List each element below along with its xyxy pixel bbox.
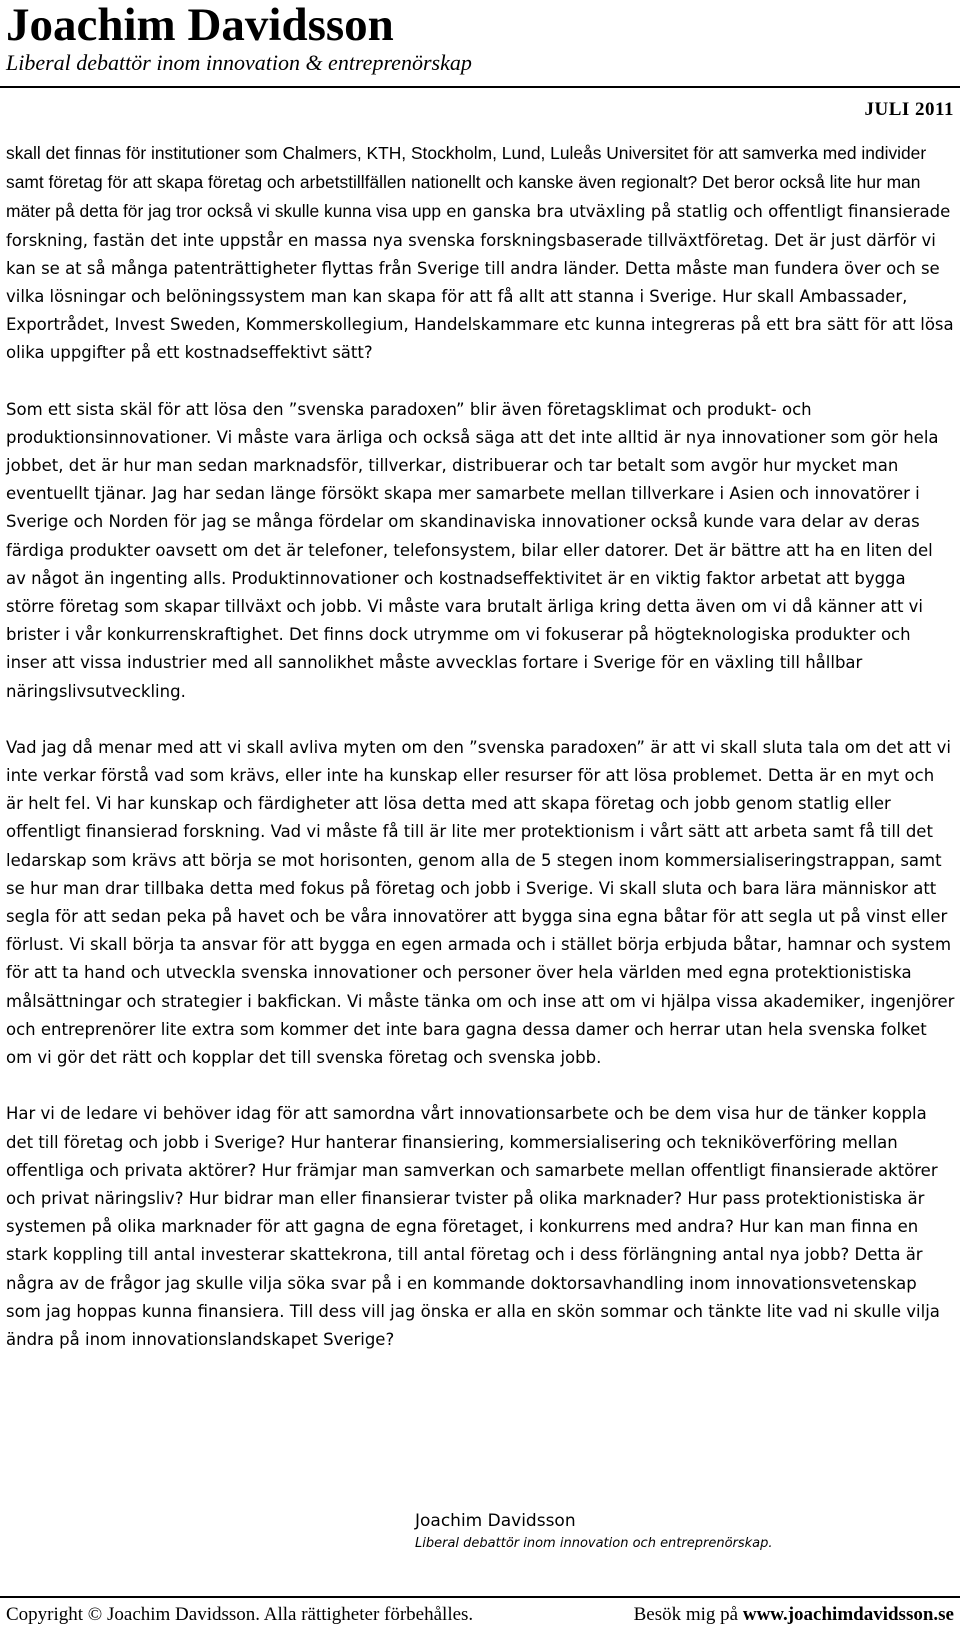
footer-copyright: Copyright © Joachim Davidsson. Alla rättigheter förbehålles.	[6, 1604, 474, 1625]
website-link[interactable]: www.joachimdavidsson.se	[742, 1604, 954, 1625]
paragraph-1	[6, 139, 956, 368]
issue-date: JULI 2011	[864, 99, 954, 120]
footer-divider	[0, 1596, 960, 1598]
header-divider	[0, 86, 960, 88]
paragraph-4: Har vi de ledare vi behöver idag för att samordna vårt innovationsarbete och be dem visa hur de tänker koppla det till företag och jobb i Sverige? Hur hanterar finansiering, kommersialisering och tekniköverföring mellan offentliga och privata aktörer? Hur främjar man samverkan och samarbete mellan offentligt finansierade aktörer och privat näringsliv? Hur bidrar man eller finansierar tvister på olika marknader? Hur pass protektionistiska är systemen på olika marknader för att gagna de egna företaget, i konkurrens med andra? Hur kan man finna en stark koppling till antal investerar skattekrona, till antal företag och i dess förlängning antal nya jobb? Detta är några av de frågor jag skulle vilja söka svar på i en kommande doktorsavhandling inom innovationsvetenskap som jag hoppas kunna finansiera. Till dess vill jag önska er alla en skön sommar och tänkte lite vad ni skulle vilja ändra på inom innovationslandskapet Sverige?	[6, 1104, 940, 1349]
signature-title: Liberal debattör inom innovation och entreprenörskap.	[415, 1536, 773, 1551]
paragraph-3: Vad jag då menar med att vi skall avliva myten om den ”svenska paradoxen” är att vi skall sluta tala om det att vi inte verkar förstå vad som krävs, eller inte ha kunskap eller resurser för att lösa problemet. Detta är en myt och är helt fel. Vi har kunskap och färdigheter att lösa detta med att skapa företag och jobb genom statlig eller offentligt finansierad forskning. Vad vi måste få till är lite mer protektionism i vårt sätt att arbeta samt få till det ledarskap som krävs att börja se mot horisonten, genom alla de 5 stegen inom kommersialiseringstrappan, samt se hur man drar tillbaka detta med fokus på företag och jobb i Sverige. Vi skall sluta och bara lära människor att segla för att sedan peka på havet och be våra innovatörer att bygga sina egna båtar för att segla ut på vinst eller förlust. Vi skall börja ta ansvar för att bygga en egen armada och i stället börja erbjuda båtar, hamnar och system för att ta hand och utveckla svenska innovationer och personer över hela världen med egna protektionistiska målsättningar och strategier i bakfickan. Vi måste tänka om och inse att om vi hjälpa vissa akademiker, ingenjörer och entreprenörer lite extra som kommer det inte bara gagna dessa damer och herrar utan hela svenska folket om vi gör det rätt och kopplar det till svenska företag och svenska jobb.	[6, 737, 955, 1068]
paragraph-1-part-1: skall det finnas för institutioner som Chalmers, KTH, Stockholm, Lund, Luleås Universitet för att samverka med individer samt företag för att skapa företag och arbetstillfällen nationellt och kanske även regionalt? Det beror också lite hur man mäter på detta för jag tror också vi skulle kunna visa upp	[6, 143, 927, 222]
page-header	[6, 0, 954, 76]
paragraph-2: Som ett sista skäl för att lösa den ”svenska paradoxen” blir även företagsklimat och produkt- och produktionsinnovationer. Vi måste vara ärliga och också säga att det inte alltid är nya innovationer som gör hela jobbet, det är hur man sedan marknadsför, tillverkar, distribuerar och tar betalt som avgör hur mycket man eventuellt tjänar. Jag har sedan länge försökt skapa mer samarbete mellan tillverkare i Asien och innovatörer i Sverige och Norden för jag se många fördelar om skandinaviska innovationer också kunde vara delar av deras färdiga produkter oavsett om det är telefoner, telefonsystem, bilar eller datorer. Det är bättre att ha en liten del av något än ingenting alls. Produktinnovationer och kostnadseffektivitet är en viktig faktor arbetat att bygga större företag som skapar tillväxt och jobb. Vi måste vara brutalt ärliga kring detta även om vi då känner att vi brister i vår konkurrenskraftighet. Det finns dock utrymme om vi fokuserar på högteknologiska produkter och inser att vissa industrier med all sannolikhet måste avvecklas fortare i Sverige för en växling till hållbar näringslivsutveckling.	[6, 399, 939, 701]
site-subtitle: Liberal debattör inom innovation & entreprenörskap	[6, 50, 472, 75]
signature-name: Joachim Davidsson	[415, 1511, 576, 1531]
signature-block	[415, 1508, 773, 1554]
footer-visit-prefix: Besök mig på	[633, 1604, 743, 1625]
paragraph-1-part-2: en ganska bra utväxling på statlig och offentligt finansierade forskning, fastän det inte uppstår en massa nya svenska forskningsbaserade tillväxtföretag. Det är just därför vi kan se at så många patenträttigheter flyttas från Sverige till andra länder. Detta måste man fundera över och se vilka lösningar och belöningssystem man kan skapa för att få allt att stanna i Sverige. Hur skall Ambassader, Exportrådet, Invest Sweden, Kommerskollegium, Handelskammare etc kunna integreras på ett bra sätt för att lösa olika uppgifter på ett kostnadseffektivt sätt?	[6, 202, 954, 363]
article-body	[6, 139, 956, 1382]
site-title: Joachim Davidsson	[6, 0, 394, 51]
footer-visit	[634, 1604, 954, 1626]
